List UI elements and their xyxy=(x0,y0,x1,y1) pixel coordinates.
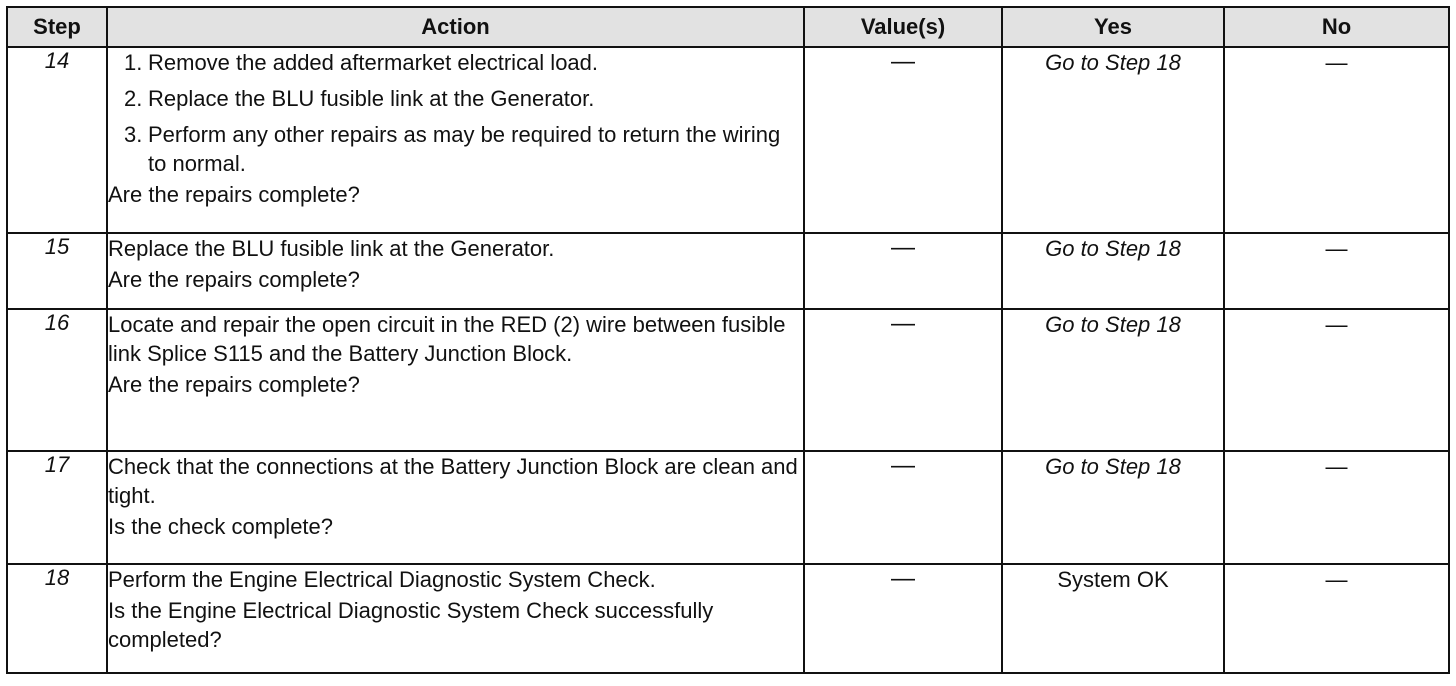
value-cell xyxy=(804,233,1002,309)
action-text: Check that the connections at the Battery Junction Block are clean and tight. xyxy=(108,454,798,508)
action-cell xyxy=(107,564,804,673)
action-cell xyxy=(107,47,804,233)
action-question: Is the check complete? xyxy=(108,514,334,539)
step-number: 16 xyxy=(7,309,107,451)
yes-result: System OK xyxy=(1057,567,1169,592)
list-item-number: 2. xyxy=(124,86,143,111)
yes-result: Go to Step 18 xyxy=(1045,454,1181,479)
action-question: Is the Engine Electrical Diagnostic System Check successfully completed? xyxy=(108,598,714,652)
header-values: Value(s) xyxy=(804,7,1002,47)
yes-result: Go to Step 18 xyxy=(1045,50,1181,75)
action-list xyxy=(108,48,803,178)
list-item-number: 3. xyxy=(124,122,143,147)
table-row xyxy=(7,309,1449,451)
no-cell xyxy=(1224,451,1449,564)
diagnostic-table xyxy=(6,6,1450,674)
action-question: Are the repairs complete? xyxy=(108,267,360,292)
action-question: Are the repairs complete? xyxy=(108,372,360,397)
yes-result: Go to Step 18 xyxy=(1045,236,1181,261)
value-dash: — xyxy=(891,452,915,479)
value-dash: — xyxy=(891,565,915,592)
yes-result: Go to Step 18 xyxy=(1045,312,1181,337)
step-number: 15 xyxy=(7,233,107,309)
step-number: 18 xyxy=(7,564,107,673)
action-cell xyxy=(107,451,804,564)
header-row xyxy=(7,7,1449,47)
action-text: Locate and repair the open circuit in the RED (2) wire between fusible link Splice S115 and the Battery Junction Block. xyxy=(108,312,786,366)
no-result: — xyxy=(1325,454,1348,479)
list-item xyxy=(124,120,803,178)
table-row xyxy=(7,564,1449,673)
action-cell xyxy=(107,233,804,309)
no-cell xyxy=(1224,47,1449,233)
value-cell xyxy=(804,47,1002,233)
yes-cell xyxy=(1002,47,1224,233)
list-item-text: Perform any other repairs as may be required to return the wiring to normal. xyxy=(148,122,781,176)
yes-cell xyxy=(1002,564,1224,673)
yes-cell xyxy=(1002,309,1224,451)
no-result: — xyxy=(1325,312,1348,337)
value-dash: — xyxy=(891,234,915,261)
action-text: Perform the Engine Electrical Diagnostic System Check. xyxy=(108,567,656,592)
no-cell xyxy=(1224,233,1449,309)
step-number: 14 xyxy=(7,47,107,233)
value-dash: — xyxy=(891,48,915,75)
header-step: Step xyxy=(7,7,107,47)
no-result: — xyxy=(1325,567,1348,592)
value-cell xyxy=(804,309,1002,451)
no-result: — xyxy=(1325,236,1348,261)
step-number: 17 xyxy=(7,451,107,564)
table-row xyxy=(7,451,1449,564)
header-no: No xyxy=(1224,7,1449,47)
header-action: Action xyxy=(107,7,804,47)
action-text: Replace the BLU fusible link at the Generator. xyxy=(108,236,555,261)
list-item xyxy=(124,84,803,113)
yes-cell xyxy=(1002,451,1224,564)
action-question: Are the repairs complete? xyxy=(108,182,360,207)
action-cell xyxy=(107,309,804,451)
no-cell xyxy=(1224,309,1449,451)
yes-cell xyxy=(1002,233,1224,309)
value-dash: — xyxy=(891,310,915,337)
table-row xyxy=(7,233,1449,309)
value-cell xyxy=(804,451,1002,564)
value-cell xyxy=(804,564,1002,673)
list-item-text: Replace the BLU fusible link at the Generator. xyxy=(148,86,595,111)
header-yes: Yes xyxy=(1002,7,1224,47)
list-item-text: Remove the added aftermarket electrical load. xyxy=(148,50,599,75)
table-row xyxy=(7,47,1449,233)
list-item xyxy=(124,48,803,77)
no-result: — xyxy=(1325,50,1348,75)
list-item-number: 1. xyxy=(124,50,143,75)
no-cell xyxy=(1224,564,1449,673)
